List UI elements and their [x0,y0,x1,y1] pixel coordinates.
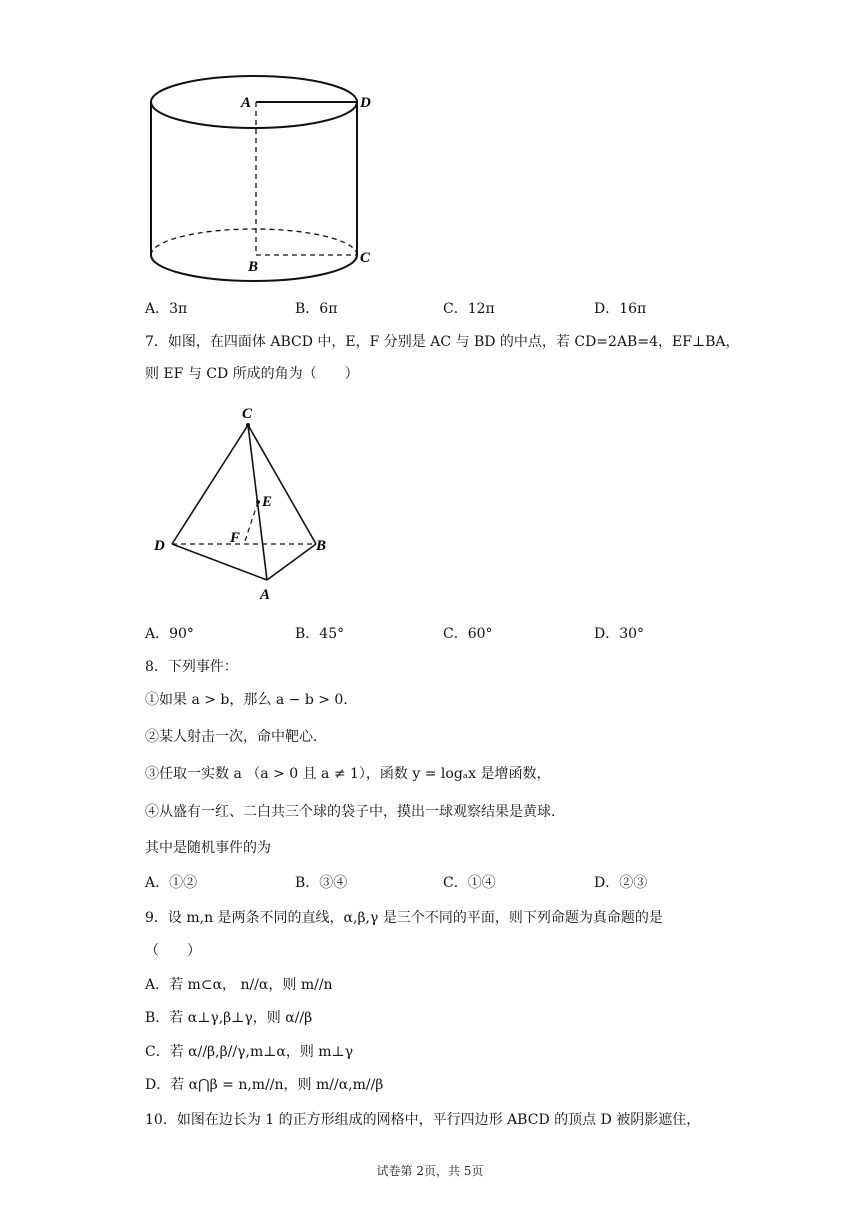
q7-option-d: D．30° [594,626,645,642]
q8-option-a: A．①② [145,875,198,891]
q8-option-b: B．③④ [295,875,348,891]
q8-item-4: ④从盛有一红、二白共三个球的袋子中，摸出一球观察结果是黄球． [145,804,565,820]
q8-item-2: ②某人射击一次，命中靶心． [145,729,327,745]
q8-option-d: D．②③ [594,875,648,891]
q9-option-b: B．若 α⊥γ,β⊥γ，则 α//β [145,1010,313,1026]
label-d: D [154,538,165,554]
q6-option-c: C．12π [443,301,495,317]
q9-option-a: A．若 m⊂α， n//α，则 m//n [145,977,333,993]
label-f: F [230,530,241,546]
label-a: A [241,95,252,111]
label-c: C [360,250,371,266]
q7-option-b: B．45° [295,626,345,642]
label-b: B [316,538,327,554]
label-c: C [242,406,253,422]
tetrahedron-figure [150,402,340,607]
q7-stem-line2: 则 EF 与 CD 所成的角为（ ） [145,366,359,382]
q9-stem-line2: （ ） [145,943,201,959]
label-d: D [360,95,371,111]
q8-question: 其中是随机事件的为 [145,840,271,856]
q6-option-a: A．3π [145,301,188,317]
q8-item-1: ①如果 a > b，那么 a − b > 0． [145,692,358,708]
q8-item-3: ③任取一实数 a （a > 0 且 a ≠ 1），函数 y = logₐx 是增函数， [145,766,551,782]
q7-option-c: C．60° [443,626,493,642]
q6-option-b: B．6π [295,301,338,317]
q9-stem-line1: 9．设 m,n 是两条不同的直线，α,β,γ 是三个不同的平面，则下列命题为真命题的是 [145,910,663,926]
q10-stem-line1: 10．如图在边长为 1 的正方形组成的网格中，平行四边形 ABCD 的顶点 D 被阴影遮住， [145,1112,701,1128]
q6-option-d: D．16π [594,301,647,317]
label-b: B [248,259,259,275]
q9-option-c: C．若 α//β,β//γ,m⊥α，则 m⊥γ [145,1044,354,1060]
cylinder-figure [140,72,390,287]
label-e: E [262,494,273,510]
q7-option-a: A．90° [145,626,194,642]
q8-stem: 8．下列事件： [145,659,238,675]
q7-stem-line1: 7．如图，在四面体 ABCD 中，E，F 分别是 AC 与 BD 的中点，若 CD=2AB=4，EF⊥BA， [145,334,740,350]
q9-option-d: D．若 α⋂β = n,m//n，则 m//α,m//β [145,1077,384,1093]
label-a: A [260,587,271,603]
page-footer: 试卷第 2页，共 5页 [376,1164,484,1178]
q8-option-c: C．①④ [443,875,496,891]
